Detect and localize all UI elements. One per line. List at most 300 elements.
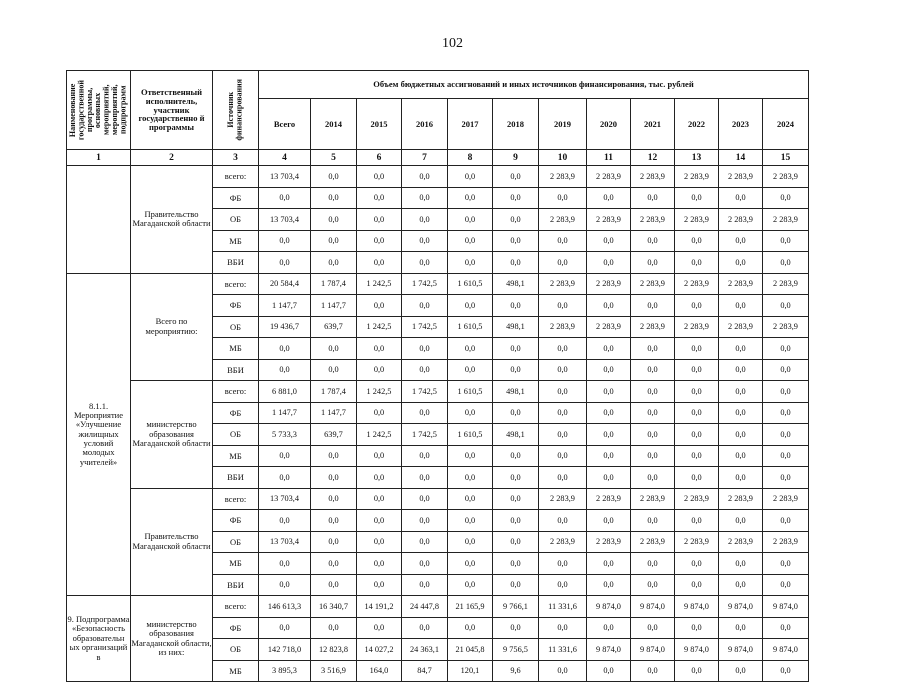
year-value-cell: 0,0 [357,209,402,231]
year-value-cell: 0,0 [539,252,587,274]
year-value-cell: 0,0 [311,359,357,381]
header-year: 2015 [357,99,402,150]
year-value-cell: 2 283,9 [539,166,587,188]
year-value-cell: 9 874,0 [763,639,809,661]
year-value-cell: 9 874,0 [587,639,631,661]
year-value-cell: 16 340,7 [311,596,357,618]
year-value-cell: 0,0 [675,230,719,252]
year-value-cell: 2 283,9 [631,488,675,510]
year-value-cell: 498,1 [493,316,539,338]
year-value-cell: 1 610,5 [448,381,493,403]
year-value-cell: 2 283,9 [719,209,763,231]
year-value-cell: 0,0 [763,402,809,424]
year-value-cell: 120,1 [448,660,493,682]
column-number: 9 [493,150,539,166]
year-value-cell: 2 283,9 [719,488,763,510]
year-value-cell: 2 283,9 [539,488,587,510]
year-value-cell: 2 283,9 [675,531,719,553]
source-cell: ФБ [213,295,259,317]
year-value-cell: 0,0 [587,381,631,403]
year-value-cell: 0,0 [631,553,675,575]
total-value-cell: 142 718,0 [259,639,311,661]
year-value-cell: 2 283,9 [719,166,763,188]
year-value-cell: 0,0 [402,553,448,575]
header-program-name: Наименование государственной программы, основных мероприятий, мероприятий, подпрограмм [67,71,131,150]
year-value-cell: 0,0 [357,295,402,317]
total-value-cell: 13 703,4 [259,166,311,188]
year-value-cell: 2 283,9 [587,488,631,510]
year-value-cell: 9 874,0 [631,596,675,618]
year-value-cell: 0,0 [539,359,587,381]
year-value-cell: 0,0 [719,338,763,360]
year-value-cell: 2 283,9 [539,273,587,295]
year-value-cell: 0,0 [539,381,587,403]
column-number: 3 [213,150,259,166]
year-value-cell: 0,0 [539,230,587,252]
source-cell: ОБ [213,639,259,661]
year-value-cell: 0,0 [763,295,809,317]
source-cell: ФБ [213,510,259,532]
source-cell: ОБ [213,316,259,338]
year-value-cell: 9 874,0 [763,596,809,618]
year-value-cell: 21 165,9 [448,596,493,618]
year-value-cell: 0,0 [357,338,402,360]
year-value-cell: 0,0 [493,488,539,510]
total-value-cell: 0,0 [259,338,311,360]
year-value-cell: 1 742,5 [402,273,448,295]
year-value-cell: 0,0 [402,445,448,467]
header-year: 2014 [311,99,357,150]
source-cell: МБ [213,445,259,467]
year-value-cell: 0,0 [311,445,357,467]
year-value-cell: 0,0 [493,338,539,360]
year-value-cell: 0,0 [493,617,539,639]
year-value-cell: 2 283,9 [675,166,719,188]
year-value-cell: 0,0 [402,574,448,596]
year-value-cell: 0,0 [448,467,493,489]
year-value-cell: 0,0 [493,402,539,424]
year-value-cell: 0,0 [493,295,539,317]
source-cell: ОБ [213,531,259,553]
year-value-cell: 2 283,9 [587,209,631,231]
year-value-cell: 0,0 [587,445,631,467]
year-value-cell: 0,0 [587,402,631,424]
year-value-cell: 24 363,1 [402,639,448,661]
source-cell: МБ [213,553,259,575]
year-value-cell: 0,0 [719,424,763,446]
header-executor: Ответственный исполнитель, участник государственно й программы [131,71,213,150]
header-year: 2017 [448,99,493,150]
year-value-cell: 0,0 [448,531,493,553]
year-value-cell: 0,0 [311,488,357,510]
column-number: 8 [448,150,493,166]
executor-cell: Всего по мероприятию: [131,273,213,381]
header-year: 2023 [719,99,763,150]
year-value-cell: 1 147,7 [311,295,357,317]
header-year: 2019 [539,99,587,150]
year-value-cell: 0,0 [311,209,357,231]
year-value-cell: 2 283,9 [539,209,587,231]
year-value-cell: 0,0 [631,338,675,360]
year-value-cell: 2 283,9 [587,531,631,553]
table-header [67,71,809,150]
year-value-cell: 1 242,5 [357,273,402,295]
column-number: 12 [631,150,675,166]
year-value-cell: 0,0 [763,617,809,639]
year-value-cell: 0,0 [448,402,493,424]
year-value-cell: 0,0 [539,467,587,489]
year-value-cell: 0,0 [448,574,493,596]
year-value-cell: 0,0 [675,359,719,381]
year-value-cell: 9 766,1 [493,596,539,618]
year-value-cell: 1 742,5 [402,424,448,446]
year-value-cell: 0,0 [311,510,357,532]
year-value-cell: 0,0 [448,617,493,639]
year-value-cell: 0,0 [493,574,539,596]
year-value-cell: 164,0 [357,660,402,682]
total-value-cell: 0,0 [259,467,311,489]
year-value-cell: 0,0 [539,660,587,682]
year-value-cell: 0,0 [587,424,631,446]
year-value-cell: 0,0 [763,574,809,596]
year-value-cell: 498,1 [493,381,539,403]
total-value-cell: 1 147,7 [259,402,311,424]
year-value-cell: 1 147,7 [311,402,357,424]
year-value-cell: 12 823,8 [311,639,357,661]
year-value-cell: 0,0 [719,402,763,424]
header-year: 2016 [402,99,448,150]
year-value-cell: 0,0 [719,467,763,489]
year-value-cell: 0,0 [402,209,448,231]
column-number: 14 [719,150,763,166]
year-value-cell: 14 027,2 [357,639,402,661]
year-value-cell: 0,0 [763,359,809,381]
table-row [67,166,809,188]
source-cell: ВБИ [213,467,259,489]
year-value-cell: 0,0 [448,488,493,510]
year-value-cell: 0,0 [631,467,675,489]
year-value-cell: 639,7 [311,424,357,446]
year-value-cell: 0,0 [763,510,809,532]
year-value-cell: 2 283,9 [763,531,809,553]
executor-cell: министерство образования Магаданской области, из них: [131,596,213,682]
total-value-cell: 0,0 [259,187,311,209]
year-value-cell: 0,0 [402,252,448,274]
source-cell: ФБ [213,187,259,209]
year-value-cell: 2 283,9 [763,273,809,295]
year-value-cell: 0,0 [311,252,357,274]
year-value-cell: 498,1 [493,424,539,446]
year-value-cell: 0,0 [402,467,448,489]
year-value-cell: 0,0 [311,166,357,188]
measure-name: 8.1.1. Мероприятие «Улучшение жилищных условий молодых учителей» [67,273,131,596]
year-value-cell: 0,0 [631,617,675,639]
source-cell: всего: [213,381,259,403]
total-value-cell: 13 703,4 [259,531,311,553]
table-row [67,381,809,403]
year-value-cell: 0,0 [539,424,587,446]
year-value-cell: 0,0 [539,402,587,424]
year-value-cell: 0,0 [448,295,493,317]
year-value-cell: 0,0 [311,187,357,209]
year-value-cell: 0,0 [631,424,675,446]
year-value-cell: 0,0 [719,574,763,596]
year-value-cell: 1 242,5 [357,316,402,338]
year-value-cell: 0,0 [448,445,493,467]
year-value-cell: 0,0 [587,510,631,532]
year-value-cell: 2 283,9 [675,488,719,510]
total-value-cell: 6 881,0 [259,381,311,403]
year-value-cell: 24 447,8 [402,596,448,618]
year-value-cell: 0,0 [675,424,719,446]
year-value-cell: 9,6 [493,660,539,682]
year-value-cell: 0,0 [357,617,402,639]
year-value-cell: 0,0 [763,338,809,360]
year-value-cell: 2 283,9 [631,209,675,231]
header-volume-title: Объем бюджетных ассигнований и иных источников финансирования, тыс. рублей [259,71,809,99]
year-value-cell: 0,0 [631,359,675,381]
budget-table [66,70,809,682]
year-value-cell: 0,0 [675,187,719,209]
year-value-cell: 0,0 [448,553,493,575]
year-value-cell: 2 283,9 [587,316,631,338]
year-value-cell: 0,0 [402,359,448,381]
column-number: 13 [675,150,719,166]
header-source: Источник финансирования [213,71,259,150]
year-value-cell: 0,0 [493,209,539,231]
year-value-cell: 0,0 [631,230,675,252]
year-value-cell: 0,0 [357,574,402,596]
year-value-cell: 2 283,9 [631,316,675,338]
header-year: 2022 [675,99,719,150]
source-cell: ФБ [213,617,259,639]
year-value-cell: 0,0 [719,381,763,403]
column-number-row [67,150,809,166]
year-value-cell: 0,0 [448,166,493,188]
page-number: 102 [442,36,463,51]
year-value-cell: 0,0 [402,617,448,639]
year-value-cell: 0,0 [675,467,719,489]
year-value-cell: 9 874,0 [675,596,719,618]
year-value-cell: 0,0 [631,381,675,403]
year-value-cell: 0,0 [631,660,675,682]
total-value-cell: 0,0 [259,445,311,467]
year-value-cell: 0,0 [719,553,763,575]
year-value-cell: 0,0 [675,252,719,274]
year-value-cell: 0,0 [675,553,719,575]
year-value-cell: 0,0 [719,359,763,381]
year-value-cell: 0,0 [675,445,719,467]
year-value-cell: 0,0 [357,230,402,252]
executor-cell: министерство образования Магаданской области [131,381,213,489]
year-value-cell: 0,0 [763,424,809,446]
column-number: 11 [587,150,631,166]
total-value-cell: 0,0 [259,574,311,596]
column-number: 6 [357,150,402,166]
year-value-cell: 0,0 [539,187,587,209]
source-cell: ВБИ [213,252,259,274]
year-value-cell: 0,0 [539,445,587,467]
year-value-cell: 0,0 [587,295,631,317]
year-value-cell: 0,0 [587,252,631,274]
year-value-cell: 9 874,0 [587,596,631,618]
year-value-cell: 0,0 [357,402,402,424]
column-number: 4 [259,150,311,166]
header-year: 2020 [587,99,631,150]
total-value-cell: 0,0 [259,230,311,252]
source-cell: МБ [213,338,259,360]
year-value-cell: 0,0 [493,359,539,381]
year-value-cell: 0,0 [357,166,402,188]
year-value-cell: 0,0 [311,553,357,575]
year-value-cell: 0,0 [402,230,448,252]
program-name-cell [67,166,131,274]
year-value-cell: 0,0 [402,338,448,360]
year-value-cell: 0,0 [675,660,719,682]
year-value-cell: 0,0 [493,553,539,575]
year-value-cell: 9 874,0 [719,596,763,618]
year-value-cell: 0,0 [719,187,763,209]
year-value-cell: 14 191,2 [357,596,402,618]
total-value-cell: 0,0 [259,617,311,639]
year-value-cell: 0,0 [402,402,448,424]
year-value-cell: 0,0 [448,230,493,252]
column-number: 5 [311,150,357,166]
year-value-cell: 0,0 [311,531,357,553]
source-cell: всего: [213,166,259,188]
year-value-cell: 0,0 [719,445,763,467]
year-value-cell: 0,0 [539,338,587,360]
year-value-cell: 1 787,4 [311,381,357,403]
year-value-cell: 0,0 [587,187,631,209]
year-value-cell: 0,0 [493,445,539,467]
year-value-cell: 0,0 [357,252,402,274]
year-value-cell: 0,0 [539,295,587,317]
total-value-cell: 1 147,7 [259,295,311,317]
year-value-cell: 639,7 [311,316,357,338]
year-value-cell: 2 283,9 [631,166,675,188]
year-value-cell: 0,0 [631,574,675,596]
table-body [67,166,809,682]
year-value-cell: 2 283,9 [587,273,631,295]
year-value-cell: 0,0 [357,531,402,553]
column-number: 15 [763,150,809,166]
year-value-cell: 0,0 [763,553,809,575]
total-value-cell: 0,0 [259,252,311,274]
header-year: 2024 [763,99,809,150]
year-value-cell: 0,0 [631,187,675,209]
total-value-cell: 13 703,4 [259,209,311,231]
header-year: 2018 [493,99,539,150]
year-value-cell: 0,0 [357,553,402,575]
year-value-cell: 0,0 [357,488,402,510]
year-value-cell: 0,0 [763,187,809,209]
year-value-cell: 0,0 [402,510,448,532]
year-value-cell: 0,0 [719,617,763,639]
year-value-cell: 0,0 [719,295,763,317]
year-value-cell: 2 283,9 [675,273,719,295]
year-value-cell: 0,0 [311,574,357,596]
column-number: 7 [402,150,448,166]
year-value-cell: 1 787,4 [311,273,357,295]
year-value-cell: 2 283,9 [539,316,587,338]
year-value-cell: 0,0 [675,295,719,317]
year-value-cell: 0,0 [631,402,675,424]
year-value-cell: 0,0 [493,252,539,274]
year-value-cell: 0,0 [631,295,675,317]
year-value-cell: 0,0 [539,574,587,596]
year-value-cell: 11 331,6 [539,596,587,618]
total-value-cell: 19 436,7 [259,316,311,338]
total-value-cell: 5 733,3 [259,424,311,446]
year-value-cell: 1 242,5 [357,424,402,446]
year-value-cell: 0,0 [763,660,809,682]
year-value-cell: 2 283,9 [675,316,719,338]
source-cell: МБ [213,660,259,682]
total-value-cell: 0,0 [259,553,311,575]
year-value-cell: 0,0 [539,510,587,532]
source-cell: ОБ [213,424,259,446]
header-year: 2021 [631,99,675,150]
year-value-cell: 0,0 [311,338,357,360]
year-value-cell: 0,0 [402,531,448,553]
total-value-cell: 3 895,3 [259,660,311,682]
year-value-cell: 0,0 [357,510,402,532]
year-value-cell: 0,0 [493,166,539,188]
year-value-cell: 0,0 [587,574,631,596]
year-value-cell: 0,0 [311,230,357,252]
year-value-cell: 0,0 [357,187,402,209]
year-value-cell: 2 283,9 [763,488,809,510]
year-value-cell: 0,0 [719,510,763,532]
year-value-cell: 11 331,6 [539,639,587,661]
year-value-cell: 2 283,9 [587,166,631,188]
year-value-cell: 2 283,9 [763,166,809,188]
year-value-cell: 2 283,9 [631,273,675,295]
source-cell: МБ [213,230,259,252]
year-value-cell: 1 742,5 [402,316,448,338]
source-cell: всего: [213,273,259,295]
year-value-cell: 2 283,9 [719,273,763,295]
year-value-cell: 498,1 [493,273,539,295]
year-value-cell: 1 610,5 [448,424,493,446]
year-value-cell: 0,0 [675,402,719,424]
year-value-cell: 9 874,0 [631,639,675,661]
year-value-cell: 9 874,0 [719,639,763,661]
table-row [67,488,809,510]
year-value-cell: 1 610,5 [448,273,493,295]
subprogram-name: 9. Подпрограмма «Безопасность образовательн ых организаций в [67,596,131,682]
year-value-cell: 0,0 [448,252,493,274]
year-value-cell: 0,0 [675,381,719,403]
header-total: Всего [259,99,311,150]
year-value-cell: 0,0 [675,574,719,596]
year-value-cell: 2 283,9 [631,531,675,553]
year-value-cell: 0,0 [357,359,402,381]
year-value-cell: 0,0 [311,617,357,639]
total-value-cell: 20 584,4 [259,273,311,295]
year-value-cell: 2 283,9 [719,316,763,338]
year-value-cell: 0,0 [587,359,631,381]
year-value-cell: 0,0 [448,510,493,532]
total-value-cell: 0,0 [259,359,311,381]
table-row [67,596,809,618]
year-value-cell: 9 874,0 [675,639,719,661]
year-value-cell: 0,0 [539,617,587,639]
year-value-cell: 0,0 [631,510,675,532]
source-cell: всего: [213,596,259,618]
year-value-cell: 84,7 [402,660,448,682]
